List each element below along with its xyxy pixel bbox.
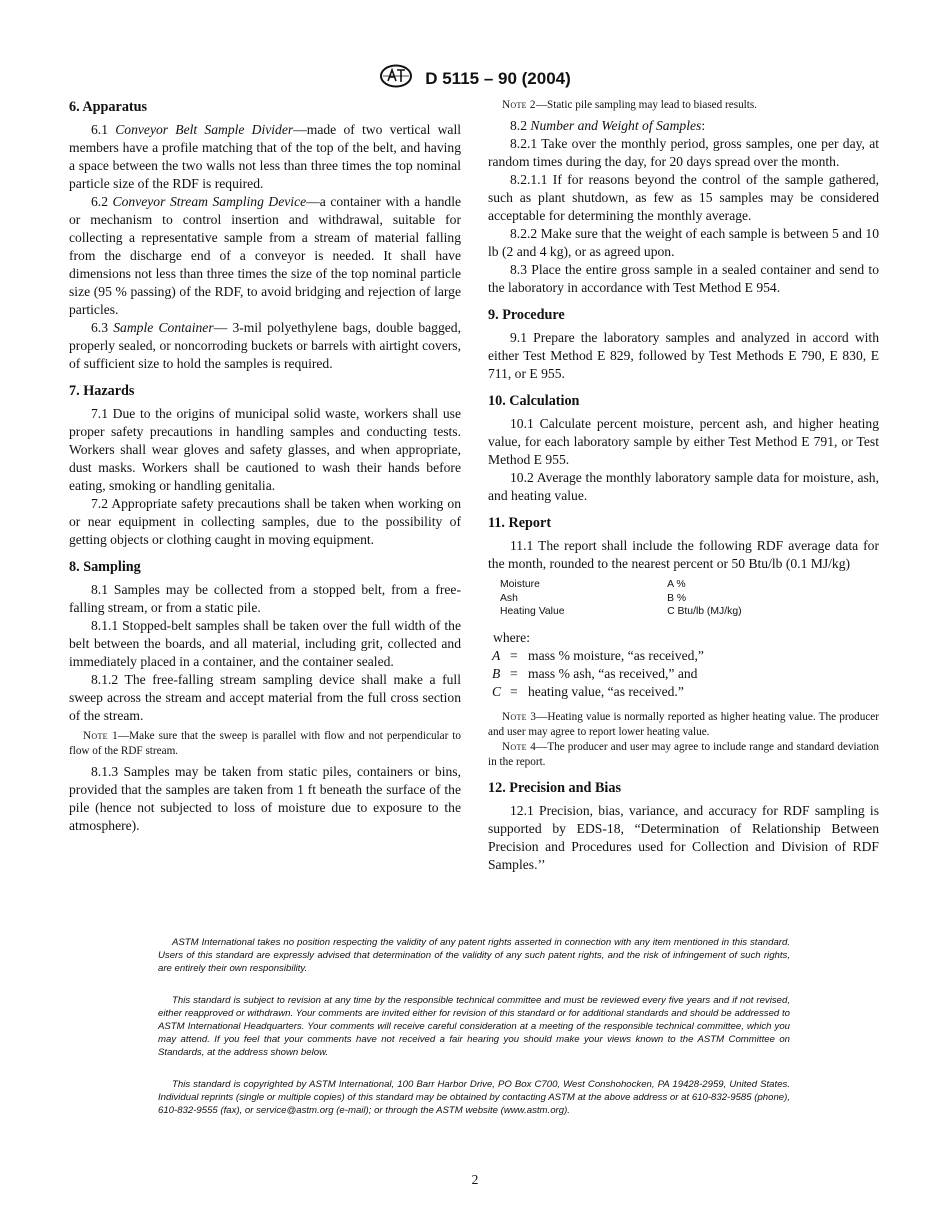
para-6-1: 6.1 Conveyor Belt Sample Divider—made of two vertical wall members have a profile matching that of the top of the belt, and having a space between the two walls not less than three times the top nominal particle size of the RDF is required. [69, 122, 461, 191]
para-11-1: 11.1 The report shall include the following RDF average data for the month, rounded to the nearest percent or 50 Btu/lb (0.1 MJ/kg) [488, 538, 879, 571]
report-table [500, 578, 860, 619]
section-12-title: 12. Precision and Bias [488, 779, 621, 796]
para-6-3: 6.3 Sample Container— 3-mil polyethylene bags, double bagged, properly sealed, or noncorroding buckets or barrels with airtight covers, of sufficient size to hold the samples is required. [69, 320, 462, 371]
note-4: Note 4—The producer and user may agree to include range and standard deviation in the report. [488, 740, 879, 768]
para-12-1: 12.1 Precision, bias, variance, and accuracy for RDF sampling is supported by EDS-18, “Determination of Relationship Between Precision and Procedures used for Collection and Division of RDF Samples.’’ [488, 802, 879, 872]
para-8-2-1-1: 8.2.1.1 If for reasons beyond the control of the sample gathered, such as plant shutdown, as few as 15 samples may be considered acceptable for determining the monthly average. [488, 172, 879, 223]
where-row: B = mass % ash, “as received,” and [492, 665, 698, 681]
para-10-2: 10.2 Average the monthly laboratory sample data for moisture, ash, and heating value. [488, 470, 879, 503]
section-9-title: 9. Procedure [488, 307, 565, 323]
section-8-title: 8. Sampling [69, 559, 141, 575]
left-column [69, 98, 461, 835]
para-9-1: 9.1 Prepare the laboratory samples and analyzed in accord with either Test Method E 829, followed by Test Methods E 790, E 830, E 711, or E 955. [488, 330, 879, 381]
para-7-1: 7.1 Due to the origins of municipal solid waste, workers shall use proper safety precautions in handling samples and conducting tests. Workers shall wear gloves and safety glasses, and when appropriate, dust masks. Workers shall be cautioned to wash their hands before eating, smoking or handling genitalia. [69, 406, 461, 493]
para-8-1: 8.1 Samples may be collected from a stopped belt, from a free-falling stream, or from a static pile. [69, 582, 461, 615]
table-row: Moisture A % [500, 579, 686, 590]
table-row: Ash B % [500, 592, 687, 604]
para-7-2: 7.2 Appropriate safety precautions shall be taken when working on or near equipment in collecting samples, due to the possibility of getting objects or clothing caught in moving equipment. [69, 496, 461, 547]
para-8-3: 8.3 Place the entire gross sample in a sealed container and send to the laboratory in accordance with Test Method E 954. [488, 262, 879, 295]
page-header [0, 64, 950, 93]
note-1: Note 1—Make sure that the sweep is parallel with flow and not perpendicular to flow of the RDF stream. [69, 730, 461, 757]
where-label: where: [493, 629, 530, 645]
para-8-1-1: 8.1.1 Stopped-belt samples shall be taken over the full width of the belt between the boards, and all material, including grit, collected and immediately placed in a container, and the container sealed. [69, 618, 461, 669]
section-7-title: 7. Hazards [69, 383, 135, 399]
where-row: C = heating value, “as received.” [492, 683, 684, 699]
para-8-2-2: 8.2.2 Make sure that the weight of each sample is between 5 and 10 lb (2 and 4 kg), or as agreed upon. [488, 226, 879, 259]
note-3: Note 3—Heating value is normally reported as higher heating value. The producer and user may agree to report lower heating value. [488, 710, 879, 738]
section-6-title: 6. Apparatus [69, 99, 148, 115]
standard-designation: D 5115 – 90 (2004) [425, 68, 571, 88]
table-row: Heating Value C Btu/lb (MJ/kg) [500, 606, 742, 617]
footer-revision-notice: This standard is subject to revision at any time by the responsible technical committee and must be reviewed every five years and if not revised, either reapproved or withdrawn. Your comments are invited either for revision of this standard or for additional standards and should be addressed to ASTM International Headquarters. Your comments will receive careful consideration at a meeting of the responsible technical committee, which you may attend. If you feel that your comments have not received a fair hearing you should make your views known to the ASTM Committee on Standards, at the address shown below. [158, 995, 790, 1058]
para-8-2-1: 8.2.1 Take over the monthly period, gross samples, one per day, at random times during the day, for 20 days spread over the month. [488, 136, 879, 169]
footer-patent-notice: ASTM International takes no position respecting the validity of any patent rights asserted in connection with any item mentioned in this standard. Users of this standard are expressly advised that determination of the validity of any such patent rights, and the risk of infringement of such rights, are entirely their own responsibility. [158, 937, 790, 974]
para-8-2: 8.2 Number and Weight of Samples: [510, 118, 706, 133]
astm-logo-icon [379, 64, 413, 93]
footer-copyright-notice: This standard is copyrighted by ASTM International, 100 Barr Harbor Drive, PO Box C700, West Conshohocken, PA 19428-2959, United States. Individual reprints (single or multiple copies) of this standard may be obtained by contacting ASTM at the above address or at 610-832-9585 (phone), 610-832-9555 (fax), or service@astm.org (e-mail); or through the ASTM website (www.astm.org). [158, 1079, 790, 1116]
where-row: A = mass % moisture, “as received,” [492, 647, 704, 663]
para-8-1-3: 8.1.3 Samples may be taken from static piles, containers or bins, provided that the samples are taken from 1 ft beneath the surface of the pile (hence not subjected to loss of moisture due to exposure to the atmosphere). [69, 764, 461, 833]
page-number: 2 [471, 1172, 479, 1187]
right-column [488, 98, 879, 874]
note-2: Note 2—Static pile sampling may lead to biased results. [502, 99, 758, 111]
para-10-1: 10.1 Calculate percent moisture, percent ash, and higher heating value, for each laboratory sample by either Test Method E 791, or Test Method E 955. [488, 416, 879, 467]
para-8-1-2: 8.1.2 The free-falling stream sampling device shall make a full sweep across the stream and accept material from the full cross section of the stream. [69, 672, 461, 723]
section-10-title: 10. Calculation [488, 393, 580, 409]
section-11-title: 11. Report [488, 515, 552, 531]
para-6-2: 6.2 Conveyor Stream Sampling Device—a container with a handle or mechanism to control insertion and withdrawal, suitable for collecting a representative sample from a stream of material falling from the discharge end of a conveyor is needed. It shall have dimensions not less than three times the size of the top nominal particle size (95 % passing) of the RDF, to avoid bridging and rejection of large particles. [69, 194, 462, 317]
